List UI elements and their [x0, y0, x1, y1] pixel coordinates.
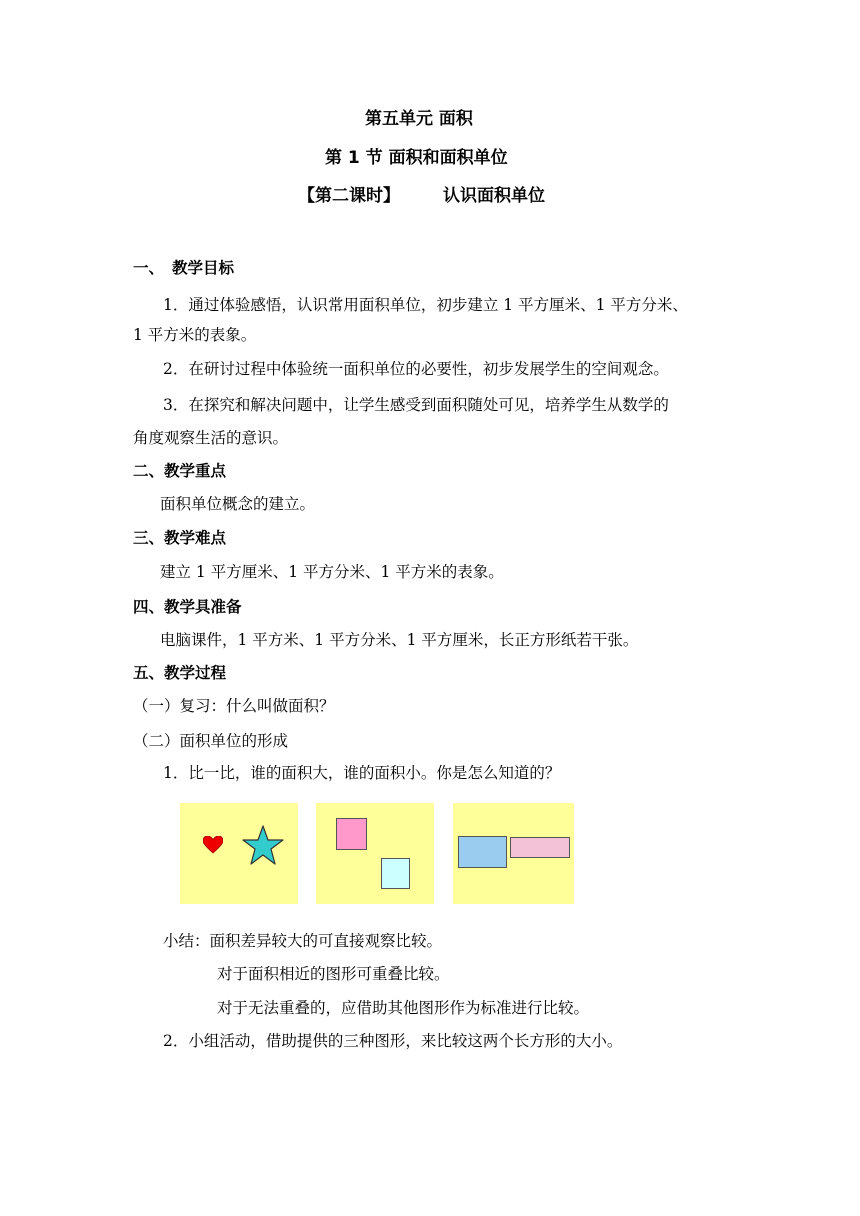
materials: 电脑课件，1 平方米、1 平方分米、1 平方厘米，长正方形纸若干张。 — [160, 631, 639, 649]
star-icon — [242, 825, 284, 865]
objective-2: 2．在研讨过程中体验统一面积单位的必要性，初步发展学生的空间观念。 — [163, 360, 669, 378]
objective-3-line-1: 3．在探究和解决问题中，让学生感受到面积随处可见，培养学生从数学的 — [163, 396, 669, 414]
cyan-square — [381, 858, 410, 889]
section-title: 第 1 节 面积和面积单位 — [325, 148, 508, 168]
step-review: （一）复习：什么叫做面积？ — [133, 697, 335, 715]
step-area-units: （二）面积单位的形成 — [133, 732, 289, 750]
question-2: 2．小组活动，借助提供的三种图形，来比较这两个长方形的大小。 — [163, 1032, 623, 1050]
objective-1-line-2: 1 平方米的表象。 — [133, 326, 257, 344]
panel-two-squares — [316, 803, 434, 904]
question-1: 1．比一比，谁的面积大，谁的面积小。你是怎么知道的？ — [163, 764, 561, 782]
summary-line-1: 小结：面积差异较大的可直接观察比较。 — [163, 932, 443, 950]
lesson-name: 认识面积单位 — [443, 186, 545, 206]
unit-title: 第五单元 面积 — [365, 109, 473, 129]
section-1-title: 教学目标 — [172, 259, 235, 277]
section-1-number: 一、 — [133, 259, 165, 277]
heart-icon — [203, 836, 223, 854]
section-2-title: 二、教学重点 — [133, 462, 227, 480]
pink-square — [336, 818, 367, 850]
objective-3-line-2: 角度观察生活的意识。 — [133, 429, 289, 447]
pink-rectangle — [510, 837, 570, 858]
summary-line-3: 对于无法重叠的，应借助其他图形作为标准进行比较。 — [217, 999, 590, 1017]
summary-line-2: 对于面积相近的图形可重叠比较。 — [217, 965, 450, 983]
key-point: 面积单位概念的建立。 — [160, 495, 316, 513]
blue-rectangle — [458, 836, 507, 868]
section-3-title: 三、教学难点 — [133, 529, 227, 547]
difficulty: 建立 1 平方厘米、1 平方分米、1 平方米的表象。 — [160, 563, 504, 581]
objective-1-line-1: 1．通过体验感悟，认识常用面积单位，初步建立 1 平方厘米、1 平方分米、 — [163, 296, 688, 314]
section-5-title: 五、教学过程 — [133, 664, 227, 682]
section-4-title: 四、教学具准备 — [133, 598, 242, 616]
panel-two-rectangles — [453, 803, 574, 904]
panel-heart-star — [180, 803, 298, 904]
lesson-tag: 【第二课时】 — [298, 186, 400, 206]
